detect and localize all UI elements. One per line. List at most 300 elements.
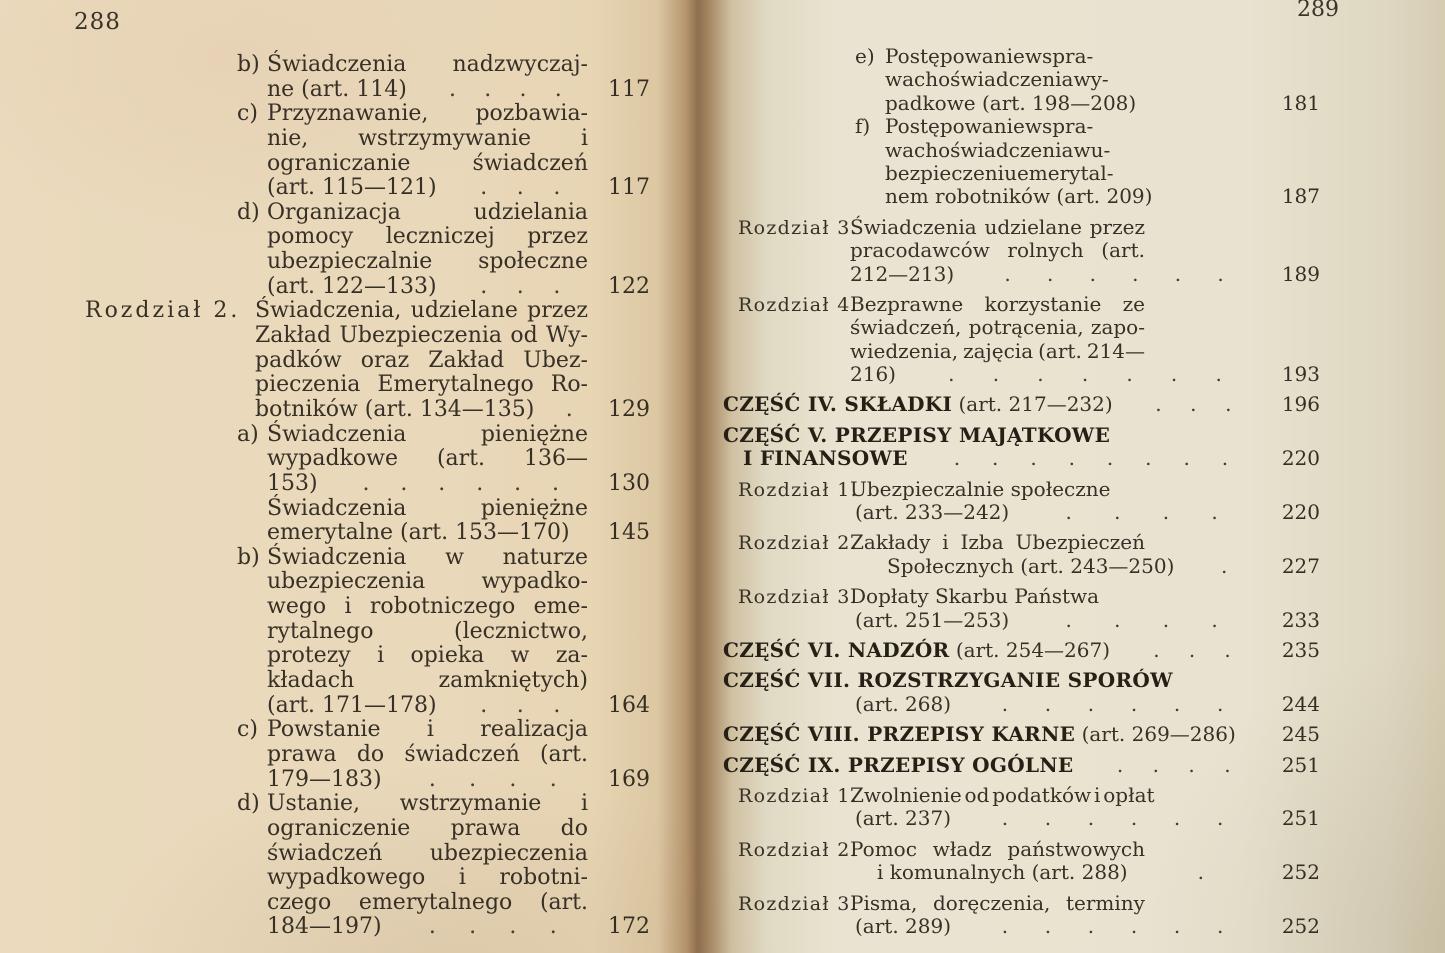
toc-line-text: emerytalne (art. 153—170) [267,520,570,546]
toc-line-text: (art. 237) [855,806,952,831]
dot-leader [951,914,1272,938]
word: świadczeń [404,741,520,767]
toc-page-ref: 169 [608,766,650,792]
word: świadczeń [267,840,383,866]
toc-line-label: Rozdział 2. [85,298,241,324]
word: naturze [502,544,588,570]
toc-page-ref: 233 [1281,607,1320,632]
toc-line-label: Rozdział 1. [738,478,858,501]
toc-line [0,422,650,447]
toc-line-text: CZĘŚĆ V. PRZEPISY MAJĄTKOWE [723,422,1111,447]
toc-line [0,668,650,693]
leader-dot: . [480,175,488,201]
leader-dot: . [362,470,370,496]
toc-line [0,545,650,570]
word: Świadczenia, [255,298,402,324]
toc-line [705,392,1320,415]
toc-line-text [267,569,588,594]
toc-line [0,249,650,274]
leader-dot: . [1126,362,1133,387]
word: udzielania [473,199,588,225]
toc-line [0,841,650,866]
word: Ubezpieczeń [1015,530,1145,555]
toc-line-label: Rozdział 3. [738,216,858,239]
toc-page-ref: 220 [1281,500,1320,525]
toc-page-ref: 129 [608,396,650,422]
word: 214— [1086,338,1145,363]
toc-line [0,643,650,668]
word: wego [267,594,327,620]
word: i [377,643,385,669]
word: społeczne [478,249,588,275]
dot-leader [1174,554,1272,578]
word: przez [527,224,588,250]
leader-dot: . [480,273,488,299]
word: wypadkowego [267,865,426,891]
word: o [938,137,951,162]
toc-line-text [267,742,588,767]
toc-line-label: d) [237,199,260,225]
word: pozbawia- [475,101,588,127]
dot-leader [954,262,1272,286]
toc-line-text [267,446,588,471]
toc-line-text [850,837,1145,861]
toc-line-label: a) [237,421,259,447]
toc-line-text [255,323,588,348]
toc-line [0,520,650,545]
toc-line-text [885,67,1109,91]
leader-dot: . [1173,691,1181,716]
leader-dot: . [1046,261,1054,286]
word: terminy [1066,890,1145,915]
toc-line-text [267,151,588,176]
word: wypadkowe [267,446,398,472]
toc-line-text [885,44,1093,68]
toc-line-label: b) [237,52,260,77]
toc-line-text [885,161,1114,185]
leader-dot: . [948,362,955,387]
word: wy- [1073,67,1109,92]
dot-leader [1073,753,1272,777]
word: ubezpieczenia [267,569,426,595]
toc-line [0,865,650,890]
leader-dot: . [469,766,477,792]
leader-dot: . [1044,691,1052,716]
toc-line [0,397,650,422]
word: nie, [267,125,309,151]
toc-line-label: Rozdział 2. [738,532,858,555]
toc-line-label: Rozdział 1. [738,784,858,807]
leader-dot: . [509,766,517,792]
word: zapo- [1090,315,1145,340]
leader-dot: . [476,470,484,496]
word: bezpieczeniu [885,160,1017,185]
toc-line-text: i komunalnych (art. 288) [877,860,1128,885]
toc-page-ref: 245 [1281,722,1320,747]
toc-line [0,52,650,77]
word: pieniężne [480,495,588,521]
toc-line [705,530,1320,553]
dot-leader [382,767,602,792]
word: przez [1089,214,1145,239]
word: robotni- [499,865,588,891]
word: wiedzenia, [850,338,959,363]
word: Izba [960,530,1004,555]
leader-dot: . [1188,752,1195,777]
word: wach [885,137,939,162]
toc-line [0,742,650,767]
leader-dot: . [1114,500,1121,525]
word: w [1073,137,1091,162]
word: Postępowanie [885,44,1025,68]
toc-line [705,753,1320,776]
toc-page-ref: 181 [1281,90,1320,115]
leader-dot: . [438,470,446,496]
leader-dot: . [1162,607,1170,632]
word: Organizacja [267,199,401,225]
toc-line [705,638,1320,661]
dot-leader [1009,608,1272,632]
leader-dot: . [1152,752,1160,777]
toc-line [705,215,1320,238]
toc-line-text [267,619,588,644]
toc-line-text: 184—197) [267,914,382,940]
toc-line [705,584,1320,607]
page-number-right: 289 [1297,0,1339,22]
leader-dot: . [992,446,999,471]
leader-dot: . [428,766,436,792]
leader-dot: . [1224,752,1231,777]
leader-dot: . [516,273,524,299]
word: leczniczej [385,224,495,250]
toc-line-text: 153) [267,470,318,496]
toc-line [0,323,650,348]
word: 136— [524,446,588,472]
toc-line [705,554,1320,577]
leader-dot: . [953,446,961,471]
leader-dot: . [400,470,408,496]
leader-dot: . [1217,261,1224,286]
toc-page-ref: 227 [1281,553,1320,578]
word: padków [255,347,342,373]
word: rytalnego [267,618,374,644]
word: udzielane [984,214,1082,239]
leader-dot: . [1216,913,1224,938]
word: Postępowanie [885,114,1025,139]
leader-dot: . [1001,913,1009,938]
leader-dot: . [1188,637,1196,662]
leader-dot: . [428,914,436,940]
dot-leader [382,914,602,939]
toc-line [705,446,1320,469]
toc-line [705,315,1320,338]
word: Zakład [255,323,332,349]
word: ubezpieczalnie [267,249,433,275]
word: w [510,643,530,669]
word: doręczenia, [933,890,1051,915]
toc-line [0,101,650,126]
toc-line-text [850,315,1145,339]
toc-line [705,860,1320,883]
toc-line [0,372,650,397]
toc-line [705,161,1320,184]
word: Zakład [428,347,505,373]
toc-line-text [255,348,588,373]
toc-line-text: (art. 115—121) [267,175,437,201]
leader-dot: . [553,692,561,718]
leader-dot: . [1173,913,1181,938]
toc-line-text: Ubezpieczalnie społeczne [850,476,1111,501]
leader-dot: . [1155,392,1162,417]
word: emerytal- [1016,160,1114,185]
word: Emerytalnego [377,372,534,398]
leader-dot: . [1001,806,1009,831]
toc-line-label: Rozdział 3. [738,586,858,609]
word: emerytalnego [358,889,513,915]
toc-line-text [267,249,588,274]
word: (art. [539,741,588,767]
word: i [580,125,588,151]
dot-leader [437,693,602,718]
word: (art. [436,446,486,472]
toc-line [705,668,1320,691]
toc-line [0,496,650,521]
toc-line-text [850,530,1145,554]
toc-line [0,619,650,644]
leader-dot: . [469,914,477,940]
toc-line [705,238,1320,261]
leader-dot: . [1170,362,1178,387]
word: (lecznictwo, [454,618,588,644]
leader-dot: . [1132,261,1139,286]
toc-line-text: CZĘŚĆ VII. ROZSTRZYGANIE SPORÓW [723,668,1173,693]
word: eme- [533,594,588,620]
leader-dot: . [1065,607,1072,632]
word: Bezprawne [850,291,964,316]
toc-page-ref: 252 [1281,913,1320,938]
word: Wy- [545,323,588,349]
toc-line [0,816,650,841]
word: wstrzymywanie [358,125,532,151]
word: przez [527,298,588,324]
word: i [344,594,352,620]
toc-line-art-range: (art. 254—267) [949,637,1111,662]
toc-line-text [885,114,1093,138]
toc-line-text: CZĘŚĆ IV. SKŁADKI (art. 217—232) [723,392,1113,417]
word: ze [1122,291,1145,316]
word: Ubez- [523,347,588,373]
leader-dot: . [992,362,1000,387]
leader-dot: . [1114,607,1121,632]
toc-page-ref: 117 [608,76,650,102]
toc-line [0,569,650,594]
word: w [445,544,464,570]
word: Pomoc [850,836,917,861]
toc-line-text [267,841,588,866]
leader-dot: . [1001,691,1009,716]
toc-page-ref: 193 [1281,362,1320,387]
word: władz [932,836,992,861]
word: oraz [360,347,410,373]
toc-line [0,767,650,792]
word: spra- [1041,44,1094,68]
leader-dot: . [1216,691,1224,716]
toc-page-ref: 196 [1281,392,1320,417]
word: ograniczenie [267,815,411,841]
toc-line-text [850,339,1145,363]
word: zamkniętych) [438,668,588,694]
toc-line-text: botników (art. 134—135) [255,396,535,422]
word: w [1024,114,1042,139]
toc-page-ref: 244 [1281,691,1320,716]
word: państwowych [1007,836,1145,861]
leader-dot: . [1216,806,1224,831]
toc-page-ref: 117 [608,175,650,201]
toc-line [705,837,1320,860]
toc-line-label: f) [855,114,871,139]
toc-line-label: d) [237,791,260,817]
leader-dot: . [549,914,557,940]
leader-dot: . [519,76,527,102]
toc-line [0,200,650,225]
toc-line [705,262,1320,285]
toc-line-text: (art. 268) [855,691,952,716]
word: protezy [267,643,351,669]
toc-line-label: b) [237,544,260,570]
word: świadczeń [472,150,588,176]
toc-line-text [267,422,588,447]
word: prawa [267,741,337,767]
leader-dot: . [1065,500,1072,525]
word: Pisma, [850,890,918,915]
toc-line [705,806,1320,829]
toc-page-ref: 145 [608,520,650,546]
toc-line [705,783,1320,806]
leader-dot: . [516,175,524,201]
dot-leader [318,471,602,496]
toc-line-text: CZĘŚĆ VIII. PRZEPISY KARNE (art. 269—286) [723,722,1236,747]
leader-dot: . [1190,392,1197,417]
leader-dot: . [552,470,560,496]
leader-dot: . [1089,261,1096,286]
leader-dot: . [1183,446,1190,471]
leader-dot: . [1174,261,1182,286]
toc-line-text [255,372,588,397]
word: korzystanie [984,291,1102,316]
toc-page-ref: 189 [1281,261,1320,286]
toc-page-ref: 130 [608,470,650,496]
toc-line [0,914,650,939]
toc-line [705,692,1320,715]
toc-line [705,292,1320,315]
toc-line-text [267,52,588,77]
word: pomocy [267,224,354,250]
toc-line [705,91,1320,114]
dot-leader [908,446,1272,470]
toc-line-text [267,816,588,841]
leader-dot: . [1225,392,1232,417]
dot-leader [437,274,602,299]
toc-line-art-range: (art. 217—232) [952,392,1113,417]
word: wach [885,67,939,92]
word: pracodawców [850,238,990,263]
toc-line [0,77,650,102]
leader-dot: . [1068,446,1075,471]
toc-line [0,126,650,151]
word: (art. [1038,338,1082,363]
toc-line-text: I FINANSOWE [743,446,908,471]
dot-leader [951,806,1272,830]
toc-page-ref: 251 [1281,806,1320,831]
toc-page-ref: 252 [1281,860,1320,885]
word: i [580,791,588,817]
leader-dot: . [553,273,561,299]
toc-line-text [255,298,588,323]
toc-line-text: (art. 233—242) [855,500,1010,525]
dot-leader [896,362,1272,386]
toc-line-label: c) [237,101,258,127]
word: o [938,67,951,92]
word: i [426,717,434,743]
word: czego [267,889,332,915]
toc-line-text [267,791,588,816]
toc-line-text: CZĘŚĆ IX. PRZEPISY OGÓLNE [723,752,1074,777]
toc-line [0,274,650,299]
toc-line-text: CZĘŚĆ VI. NADZÓR (art. 254—267) [723,637,1111,662]
toc-line [705,477,1320,500]
word: realizacja [480,717,588,743]
word: wypadko- [481,569,588,595]
toc-line [0,791,650,816]
toc-line-text [267,496,588,521]
toc-line-text: (art. 122—133) [267,273,437,299]
toc-line-text [267,890,588,915]
toc-line [0,175,650,200]
toc-line-text [267,126,588,151]
leader-dot: . [1224,637,1231,662]
leader-dot: . [1153,637,1160,662]
dot-leader [437,175,602,200]
toc-line [0,717,650,742]
word: rolnych [1007,238,1084,263]
toc-line [0,693,650,718]
toc-line [0,890,650,915]
word: opieka [410,643,485,669]
toc-line-text [267,101,588,126]
leader-dot: . [1087,806,1095,831]
toc-line [705,500,1320,523]
toc-page-ref: 220 [1281,446,1320,471]
leader-dot: . [1130,806,1138,831]
leader-dot: . [1145,446,1152,471]
leader-dot: . [449,76,457,102]
toc-line [705,608,1320,631]
toc-line-text [267,717,588,742]
toc-line-text [267,200,588,225]
leader-dot: . [1221,446,1229,471]
word: potrącenia, [968,315,1084,340]
leader-dot: . [1197,860,1204,885]
word: świadczeń, [850,315,962,340]
toc-line [0,594,650,619]
toc-line [0,224,650,249]
word: Świadczenia [267,52,407,77]
toc-line [0,471,650,496]
toc-line [0,446,650,471]
toc-line [705,44,1320,67]
toc-page-ref: 251 [1281,752,1320,777]
word: świadczenia [950,67,1074,92]
